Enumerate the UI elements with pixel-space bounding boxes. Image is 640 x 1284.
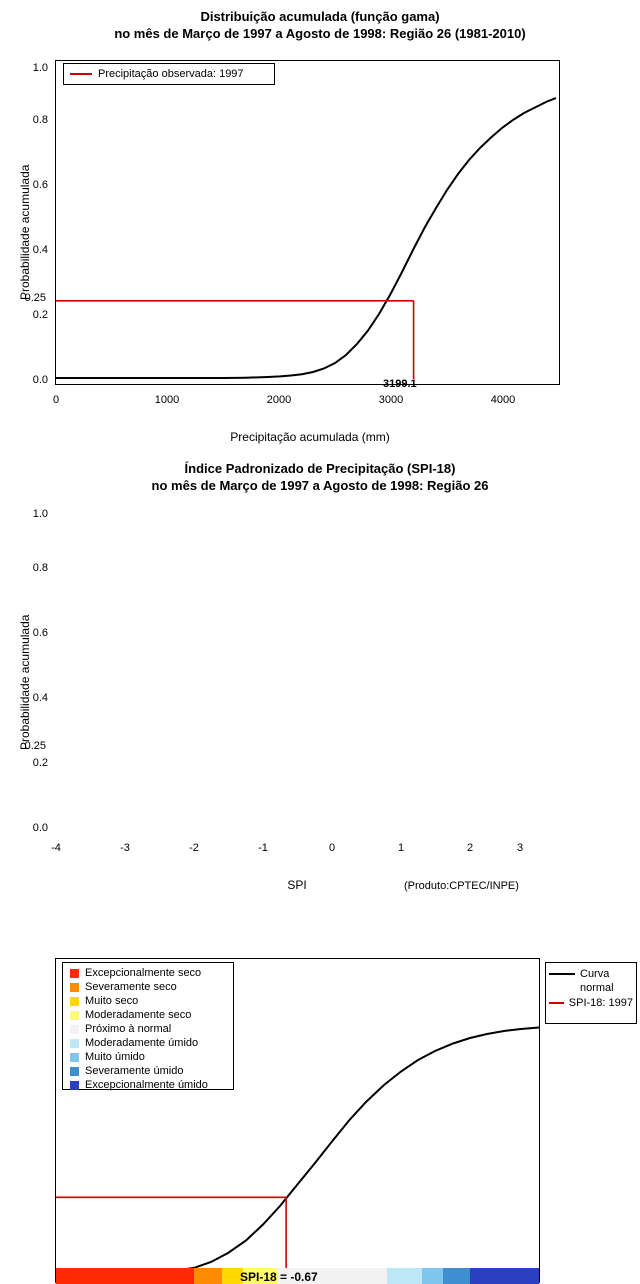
footnote: (Produto:CPTEC/INPE) [404, 880, 519, 892]
spi-band-excepcionalmente-umido [470, 1268, 539, 1284]
top-plot-area [55, 60, 560, 385]
legend-item-excepcionalmente-seco [65, 966, 231, 980]
legend-item-curva-normal [549, 967, 633, 981]
bottom-xtick-4: 0 [328, 842, 336, 854]
legend-item-muito-seco [65, 994, 231, 1008]
color-swatch-icon [70, 983, 79, 992]
legend-label: Moderadamente seco [85, 1009, 192, 1021]
legend-label: Severamente úmido [85, 1065, 184, 1077]
spi-band-severamente-umido [443, 1268, 470, 1284]
bottom-chart-title [0, 460, 640, 494]
legend-label: Excepcionalmente seco [85, 967, 202, 979]
bottom-xtick-3: -1 [258, 842, 268, 854]
top-legend [63, 63, 275, 85]
bottom-ytick-0: 0.0 [32, 822, 48, 834]
spi-band-muito-umido [422, 1268, 443, 1284]
spi-band-moderadamente-umido [387, 1268, 422, 1284]
top-x-axis-label: Precipitação acumulada (mm) [230, 430, 390, 444]
color-swatch-icon [70, 1039, 79, 1048]
top-ytick-0: 0.0 [32, 374, 48, 386]
top-xtick-2: 2000 [266, 394, 292, 406]
color-swatch-icon [70, 969, 79, 978]
legend-item-spi-1997 [549, 995, 633, 1011]
bottom-x-axis-label: SPI [287, 878, 307, 892]
color-swatch-icon [70, 1067, 79, 1076]
color-swatch-icon [70, 1081, 79, 1090]
bottom-xtick-6: 2 [466, 842, 474, 854]
top-xtick-3: 3000 [378, 394, 404, 406]
top-title-line2: no mês de Março de 1997 a Agosto de 1998: Região 26 (1981-2010) [114, 26, 526, 41]
bottom-ytick-025: 0.25 [24, 740, 46, 752]
bottom-ytick-5: 1.0 [32, 508, 48, 520]
top-marker-value: 3199.1 [383, 378, 417, 390]
legend-item-severamente-seco [65, 980, 231, 994]
bottom-xtick-0: -4 [51, 842, 61, 854]
color-swatch-icon [70, 1011, 79, 1020]
top-legend-label: Precipitação observada: 1997 [98, 68, 244, 80]
legend-item-excepcionalmente-umido [65, 1078, 231, 1092]
bottom-y-axis-label: Probabilidade acumulada [18, 614, 32, 750]
legend-label: SPI-18: 1997 [568, 997, 633, 1009]
legend-item-proximo-a-normal [65, 1022, 231, 1036]
line-swatch-icon [549, 973, 575, 975]
spi-band-severamente-seco [194, 1268, 222, 1284]
legend-item-moderadamente-seco [65, 1008, 231, 1022]
legend-label: Severamente seco [85, 981, 177, 993]
top-ytick-3: 0.6 [32, 179, 48, 191]
spi-band-excepcionalmente-seco [56, 1268, 194, 1284]
top-ytick-4: 0.8 [32, 114, 48, 126]
bottom-ytick-3: 0.6 [32, 627, 48, 639]
line-swatch-icon [549, 1002, 564, 1004]
top-title-line1: Distribuição acumulada (função gama) [200, 9, 440, 24]
bottom-chart-panel [0, 450, 640, 1284]
top-ytick-1: 0.2 [32, 309, 48, 321]
color-swatch-icon [70, 1053, 79, 1062]
top-chart-panel [0, 0, 640, 450]
legend-label: Moderadamente úmido [85, 1037, 199, 1049]
top-legend-row [70, 67, 268, 81]
bottom-xtick-1: -3 [120, 842, 130, 854]
top-y-axis-label: Probabilidade acumulada [18, 164, 32, 300]
legend-label: Próximo à normal [85, 1023, 172, 1035]
bottom-ytick-2: 0.4 [32, 692, 48, 704]
color-swatch-icon [70, 1025, 79, 1034]
legend-item-severamente-umido [65, 1064, 231, 1078]
legend-item-moderadamente-umido [65, 1036, 231, 1050]
top-ytick-5: 1.0 [32, 62, 48, 74]
legend-label: Curva [580, 968, 610, 980]
bottom-xtick-5: 1 [397, 842, 405, 854]
top-ytick-025: 0.25 [24, 292, 46, 304]
top-curve-svg [56, 61, 559, 384]
color-swatch-icon [70, 997, 79, 1006]
top-xtick-0: 0 [52, 394, 60, 406]
legend-label: Muito úmido [85, 1051, 145, 1063]
spi-category-legend [62, 962, 234, 1090]
bottom-series-legend [545, 962, 637, 1024]
bottom-title-line1: Índice Padronizado de Precipitação (SPI-18) [184, 461, 456, 476]
top-xtick-4: 4000 [490, 394, 516, 406]
legend-label: Muito seco [85, 995, 139, 1007]
spi-value-label: SPI-18 = -0.67 [240, 1270, 318, 1284]
bottom-title-line2: no mês de Março de 1997 a Agosto de 1998: Região 26 [151, 478, 489, 493]
top-ytick-2: 0.4 [32, 244, 48, 256]
bottom-xtick-7: 3 [516, 842, 524, 854]
legend-item-curva-normal-line2 [549, 981, 633, 995]
legend-label: Excepcionalmente úmido [85, 1079, 208, 1091]
top-chart-title [0, 8, 640, 42]
bottom-xtick-2: -2 [189, 842, 199, 854]
bottom-ytick-4: 0.8 [32, 562, 48, 574]
bottom-ytick-1: 0.2 [32, 757, 48, 769]
line-swatch-icon [70, 73, 92, 75]
legend-label: normal [580, 982, 614, 994]
legend-item-muito-umido [65, 1050, 231, 1064]
top-xtick-1: 1000 [154, 394, 180, 406]
